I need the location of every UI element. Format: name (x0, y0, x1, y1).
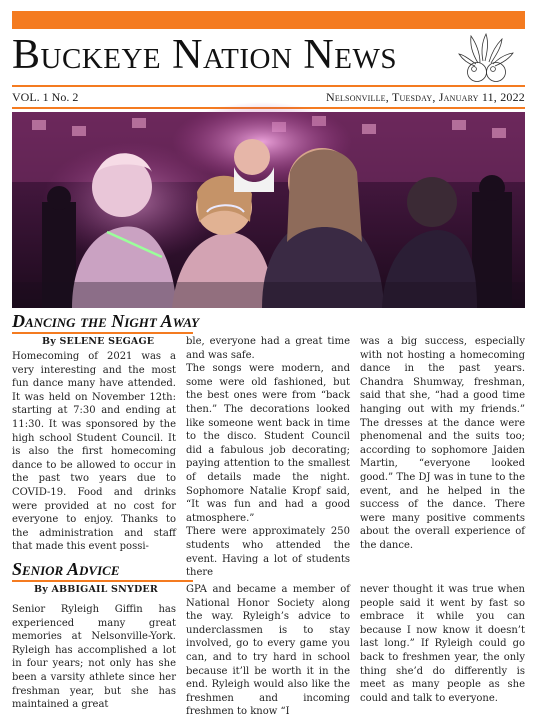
dateline: Nelsonville, Tuesday, January 11, 2022 (326, 90, 525, 104)
masthead-title: Buckeye Nation News (12, 32, 397, 78)
article1-column3 (360, 335, 525, 551)
masthead-top-rule (12, 85, 525, 87)
headline-underline (12, 580, 193, 582)
article1-col2-para1: ble, everyone had a great time and was safe. (186, 336, 350, 361)
article1-column2 (186, 335, 350, 579)
article2-col2-text: GPA and became a member of National Honor Society along the way. Ryleigh’s advice to underclassmen is to stay involved, go to every game you can, and to try hard in school because it’ll be worth it in the end. Ryleigh would also like the freshmen and incoming freshmen to know “I (186, 584, 350, 718)
article2-column2 (186, 583, 350, 718)
article-headline-dancing: Dancing the Night Away (12, 311, 200, 331)
article2-column3 (360, 583, 525, 711)
article2-col1-text: Senior Ryleigh Giffin has experienced many great memories at Nelsonville-York. Ryleigh has accomplished a lot in four years; not only has she been a varsity athlete since her freshman year, but she has maintained a great (12, 604, 176, 711)
headline-underline (12, 332, 193, 334)
byline-selene: By SELENE SEGAGE (42, 336, 155, 347)
article2-col3-text: never thought it was true when people said it went by fast so embrace it while you can because I now know it doesn’t last long.” If Ryleigh could go back to freshmen year, the only thing she’d do differently is meet as many people as she could and talk to everyone. (360, 584, 525, 704)
byline-abbigail: By ABBIGAIL SNYDER (34, 584, 158, 595)
article1-col3-text: was a big success, especially with not hosting a homecoming dance in the past years. Chandra Shumway, freshman, said that she, “had a good time hanging out with my friends.” The dresses at the dance were phenomenal and the suits too; according to sophomore Jaiden Martin, “everyone looked good.” The DJ was in tune to the event, and he helped in the success of the dance. There were many positive comments about the overall experience of the dance. (360, 336, 525, 551)
article1-col2-para2: The songs were modern, and some were old fashioned, but the best ones were from “back then.” The decorations looked like someone went back in time to the disco. Student Council did a fabulous job decorating; paying attention to the smallest of details made the night. Sophomore Natalie Kropf said, “It was fun and had a good atmosphere.” (186, 363, 350, 524)
article1-column1 (12, 350, 176, 553)
buckeye-logo-icon (456, 33, 518, 83)
top-accent-bar (12, 11, 525, 29)
article2-column1 (12, 603, 176, 711)
article1-col1-text: Homecoming of 2021 was a very interesting and the most fun dance many have attended. It was held on November 12th: starting at 7:30 and ending at 11:30. It was sponsored by the high school Student Council. It is also the first homecoming dance to be allowed to occur in the past two years due to COVID-19. Food and drinks were provided at no cost for everyone to enjoy. Thanks to the administration and staff that made this event possi- (12, 351, 176, 553)
volume-number: VOL. 1 No. 2 (12, 90, 79, 104)
homecoming-dance-photo (12, 112, 525, 308)
article1-col2-para3: There were approximately 250 students who attended the event. Having a lot of students there (186, 526, 350, 579)
article-headline-senior-advice: Senior Advice (12, 559, 120, 579)
